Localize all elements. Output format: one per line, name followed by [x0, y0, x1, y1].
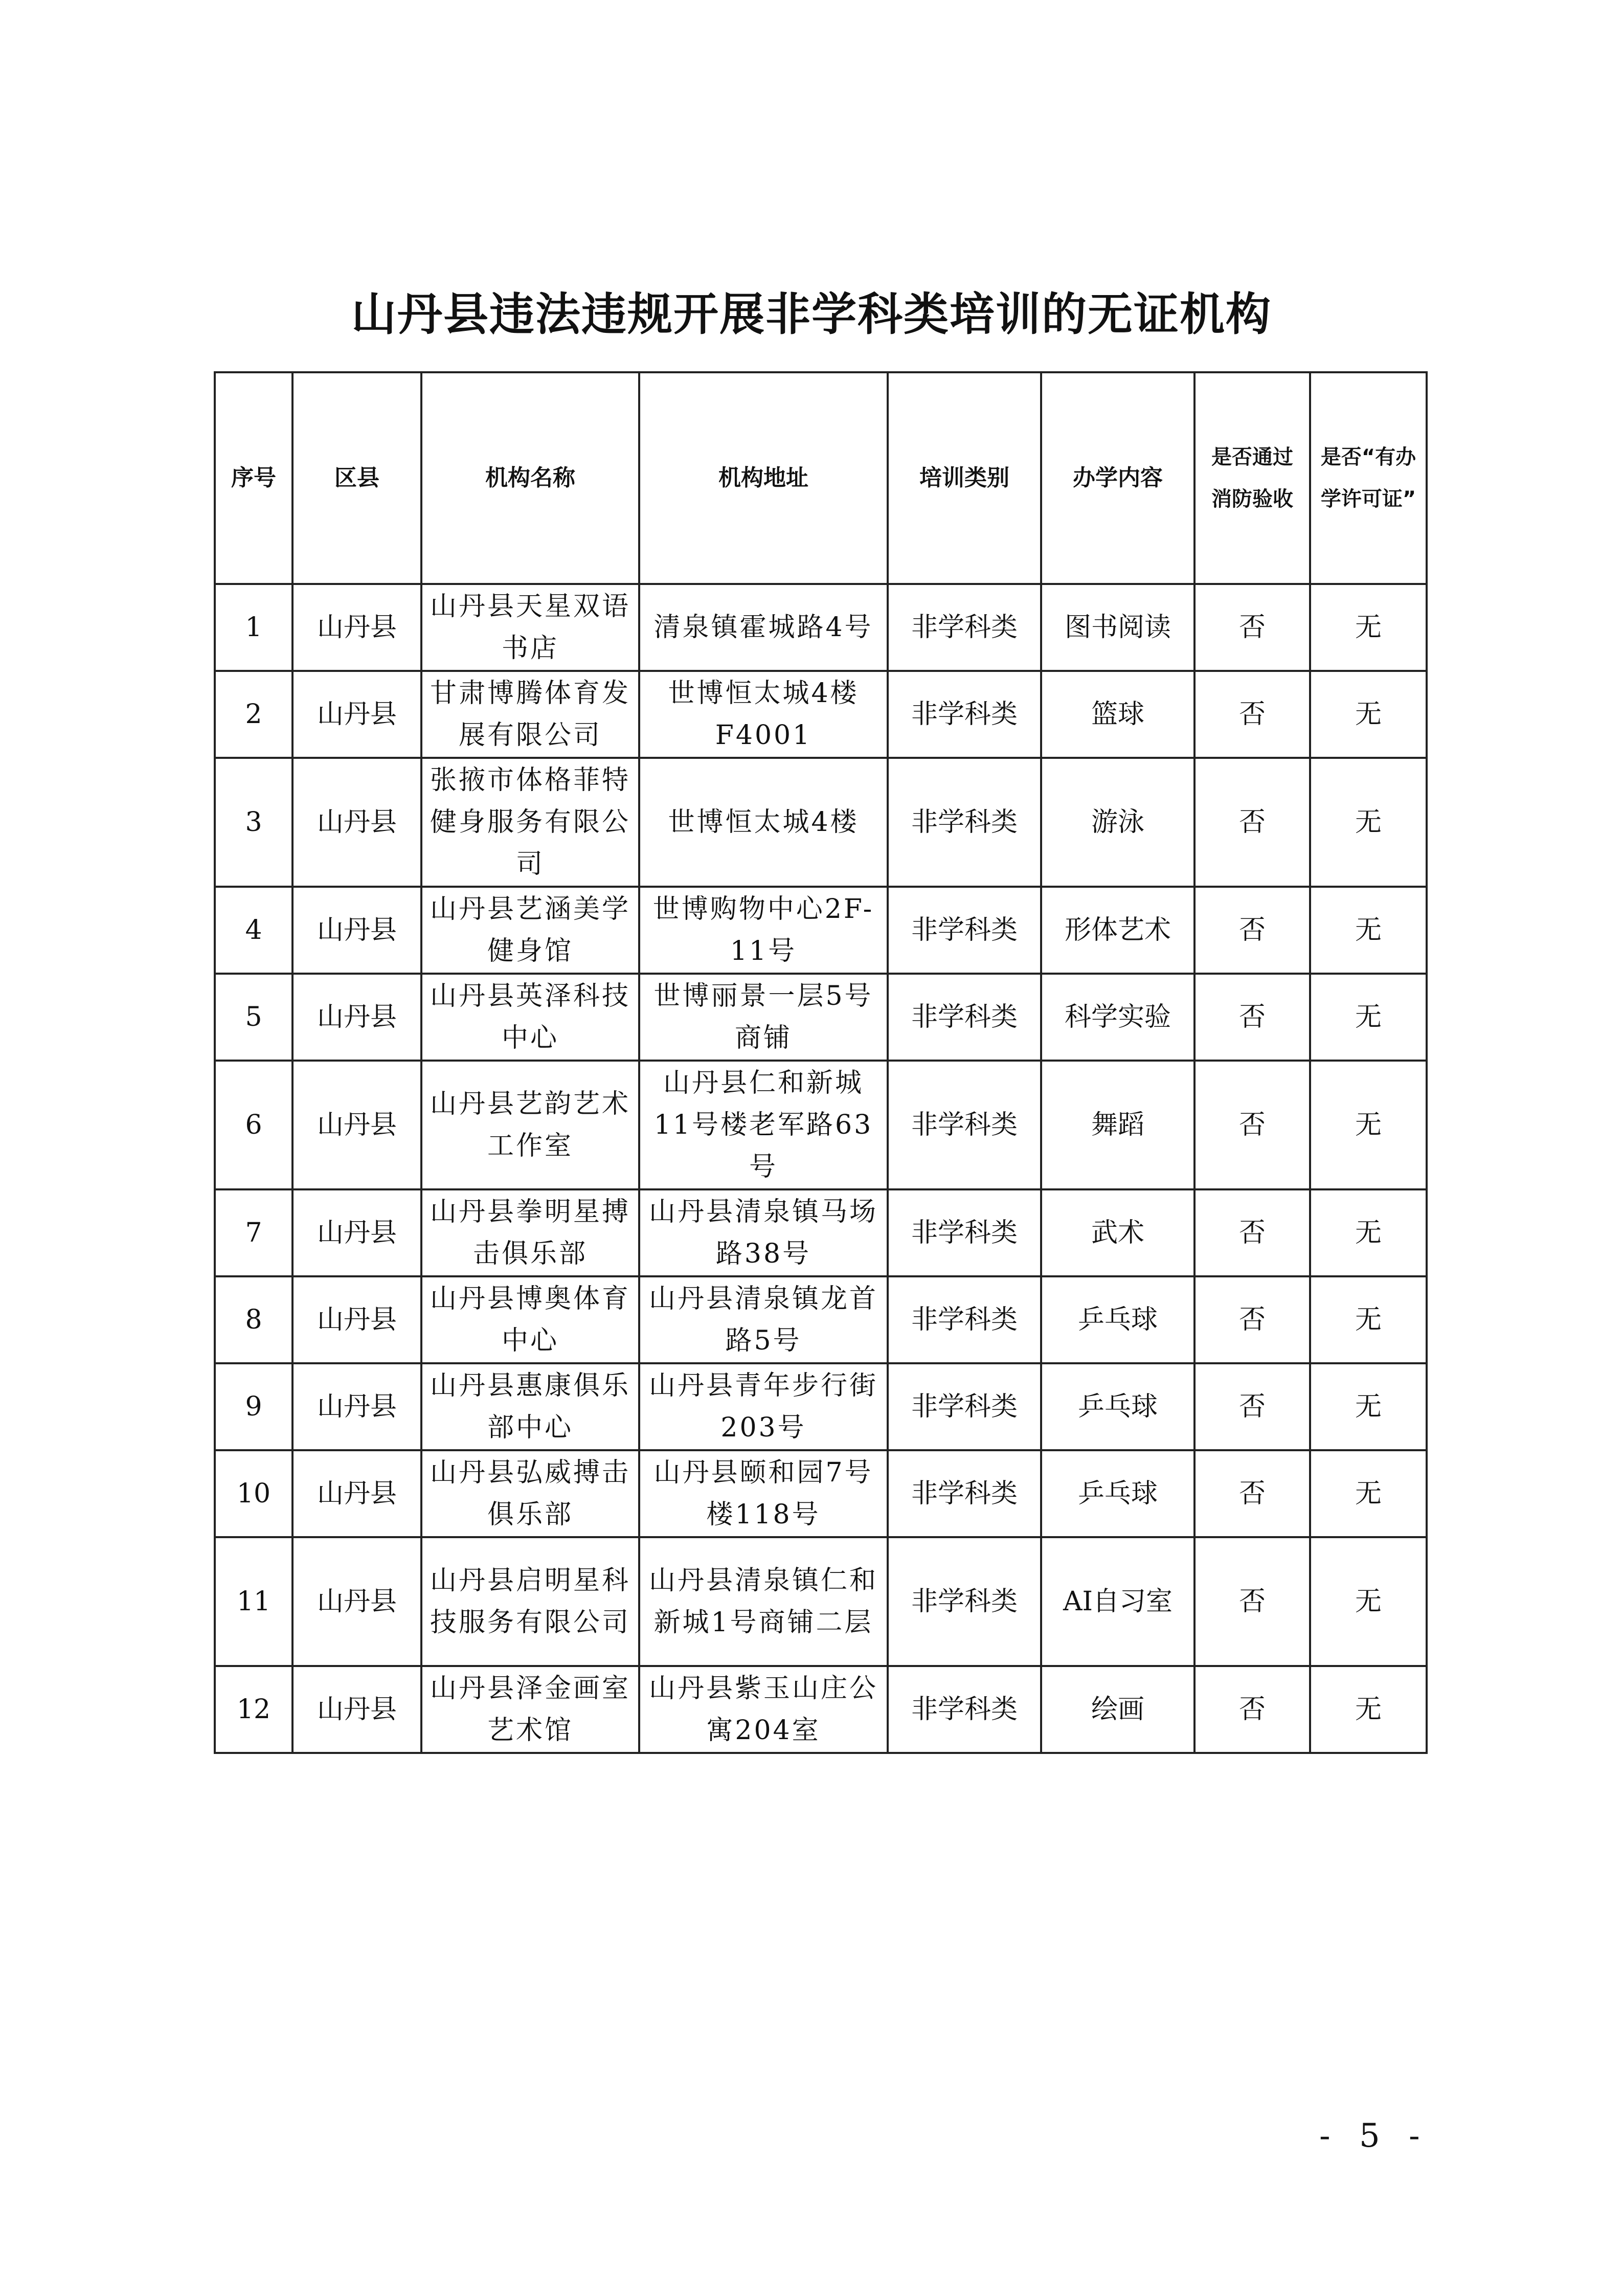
cell-index: 9 — [215, 1363, 292, 1450]
cell-index: 7 — [215, 1189, 292, 1276]
table-row — [215, 1537, 1427, 1666]
cell-address: 世博恒太城4楼 — [639, 758, 888, 887]
cell-county: 山丹县 — [292, 1189, 421, 1276]
cell-county: 山丹县 — [292, 584, 421, 671]
cell-category: 非学科类 — [888, 1666, 1041, 1753]
cell-name: 山丹县拳明星搏击俱乐部 — [421, 1189, 639, 1276]
cell-category: 非学科类 — [888, 1537, 1041, 1666]
cell-content: 绘画 — [1041, 1666, 1194, 1753]
table-header-row — [215, 372, 1427, 584]
cell-address: 山丹县紫玉山庄公寓204室 — [639, 1666, 888, 1753]
cell-fire-inspection: 否 — [1194, 1276, 1310, 1363]
cell-license: 无 — [1310, 887, 1427, 974]
cell-fire-inspection: 否 — [1194, 1363, 1310, 1450]
header-address: 机构地址 — [639, 372, 888, 584]
table-row — [215, 1666, 1427, 1753]
header-county: 区县 — [292, 372, 421, 584]
cell-name: 甘肃博腾体育发展有限公司 — [421, 671, 639, 758]
cell-address: 山丹县仁和新城11号楼老军路63号 — [639, 1061, 888, 1189]
cell-category: 非学科类 — [888, 1189, 1041, 1276]
cell-license: 无 — [1310, 758, 1427, 887]
cell-fire-inspection: 否 — [1194, 974, 1310, 1061]
cell-license: 无 — [1310, 1450, 1427, 1537]
cell-license: 无 — [1310, 1666, 1427, 1753]
cell-license: 无 — [1310, 1276, 1427, 1363]
cell-county: 山丹县 — [292, 887, 421, 974]
cell-category: 非学科类 — [888, 1276, 1041, 1363]
cell-category: 非学科类 — [888, 1363, 1041, 1450]
cell-county: 山丹县 — [292, 1666, 421, 1753]
cell-index: 4 — [215, 887, 292, 974]
cell-fire-inspection: 否 — [1194, 1189, 1310, 1276]
cell-license: 无 — [1310, 974, 1427, 1061]
cell-fire-inspection: 否 — [1194, 584, 1310, 671]
cell-county: 山丹县 — [292, 1537, 421, 1666]
table-row — [215, 1189, 1427, 1276]
cell-county: 山丹县 — [292, 1450, 421, 1537]
cell-fire-inspection: 否 — [1194, 671, 1310, 758]
cell-county: 山丹县 — [292, 1061, 421, 1189]
cell-fire-inspection: 否 — [1194, 1666, 1310, 1753]
table-row — [215, 584, 1427, 671]
cell-fire-inspection: 否 — [1194, 1450, 1310, 1537]
table-row — [215, 887, 1427, 974]
cell-content: 篮球 — [1041, 671, 1194, 758]
cell-name: 山丹县泽金画室艺术馆 — [421, 1666, 639, 1753]
cell-name: 山丹县惠康俱乐部中心 — [421, 1363, 639, 1450]
cell-index: 11 — [215, 1537, 292, 1666]
cell-license: 无 — [1310, 1537, 1427, 1666]
cell-category: 非学科类 — [888, 671, 1041, 758]
cell-category: 非学科类 — [888, 758, 1041, 887]
cell-county: 山丹县 — [292, 1363, 421, 1450]
cell-index: 3 — [215, 758, 292, 887]
cell-license: 无 — [1310, 1189, 1427, 1276]
cell-category: 非学科类 — [888, 1061, 1041, 1189]
cell-address: 山丹县清泉镇仁和新城1号商铺二层 — [639, 1537, 888, 1666]
table-row — [215, 758, 1427, 887]
cell-address: 世博恒太城4楼F4001 — [639, 671, 888, 758]
cell-category: 非学科类 — [888, 974, 1041, 1061]
cell-fire-inspection: 否 — [1194, 1537, 1310, 1666]
header-license: 是否“有办学许可证” — [1310, 372, 1427, 584]
cell-category: 非学科类 — [888, 1450, 1041, 1537]
cell-content: 形体艺术 — [1041, 887, 1194, 974]
table-row — [215, 671, 1427, 758]
header-name: 机构名称 — [421, 372, 639, 584]
page-number: - 5 - — [1319, 2117, 1429, 2155]
cell-name: 张掖市体格菲特健身服务有限公司 — [421, 758, 639, 887]
cell-fire-inspection: 否 — [1194, 887, 1310, 974]
cell-name: 山丹县天星双语书店 — [421, 584, 639, 671]
table-row — [215, 1276, 1427, 1363]
cell-category: 非学科类 — [888, 887, 1041, 974]
cell-name: 山丹县艺涵美学健身馆 — [421, 887, 639, 974]
cell-fire-inspection: 否 — [1194, 1061, 1310, 1189]
cell-license: 无 — [1310, 1061, 1427, 1189]
header-fire-inspection: 是否通过消防验收 — [1194, 372, 1310, 584]
cell-license: 无 — [1310, 1363, 1427, 1450]
cell-content: 图书阅读 — [1041, 584, 1194, 671]
cell-content: 乒乓球 — [1041, 1363, 1194, 1450]
table-row — [215, 1363, 1427, 1450]
table-row — [215, 1450, 1427, 1537]
cell-index: 10 — [215, 1450, 292, 1537]
cell-index: 2 — [215, 671, 292, 758]
cell-content: 乒乓球 — [1041, 1450, 1194, 1537]
cell-name: 山丹县博奥体育中心 — [421, 1276, 639, 1363]
cell-content: 武术 — [1041, 1189, 1194, 1276]
cell-content: 科学实验 — [1041, 974, 1194, 1061]
header-index: 序号 — [215, 372, 292, 584]
cell-fire-inspection: 否 — [1194, 758, 1310, 887]
cell-index: 8 — [215, 1276, 292, 1363]
table-row — [215, 1061, 1427, 1189]
cell-address: 山丹县青年步行街203号 — [639, 1363, 888, 1450]
cell-content: 舞蹈 — [1041, 1061, 1194, 1189]
cell-address: 世博购物中心2F-11号 — [639, 887, 888, 974]
institutions-table — [214, 371, 1428, 1754]
cell-address: 山丹县清泉镇马场路38号 — [639, 1189, 888, 1276]
cell-county: 山丹县 — [292, 758, 421, 887]
cell-address: 山丹县清泉镇龙首路5号 — [639, 1276, 888, 1363]
cell-name: 山丹县启明星科技服务有限公司 — [421, 1537, 639, 1666]
cell-index: 6 — [215, 1061, 292, 1189]
cell-name: 山丹县英泽科技中心 — [421, 974, 639, 1061]
header-category: 培训类别 — [888, 372, 1041, 584]
cell-county: 山丹县 — [292, 671, 421, 758]
table-row — [215, 974, 1427, 1061]
cell-content: 乒乓球 — [1041, 1276, 1194, 1363]
cell-address: 山丹县颐和园7号楼118号 — [639, 1450, 888, 1537]
cell-address: 世博丽景一层5号商铺 — [639, 974, 888, 1061]
cell-index: 5 — [215, 974, 292, 1061]
cell-index: 12 — [215, 1666, 292, 1753]
cell-name: 山丹县艺韵艺术工作室 — [421, 1061, 639, 1189]
table-body — [215, 584, 1427, 1753]
cell-content: 游泳 — [1041, 758, 1194, 887]
cell-category: 非学科类 — [888, 584, 1041, 671]
cell-license: 无 — [1310, 671, 1427, 758]
header-content: 办学内容 — [1041, 372, 1194, 584]
cell-index: 1 — [215, 584, 292, 671]
cell-name: 山丹县弘威搏击俱乐部 — [421, 1450, 639, 1537]
cell-license: 无 — [1310, 584, 1427, 671]
document-title: 山丹县违法违规开展非学科类培训的无证机构 — [351, 288, 1272, 341]
cell-content: AI自习室 — [1041, 1537, 1194, 1666]
cell-address: 清泉镇霍城路4号 — [639, 584, 888, 671]
cell-county: 山丹县 — [292, 974, 421, 1061]
cell-county: 山丹县 — [292, 1276, 421, 1363]
